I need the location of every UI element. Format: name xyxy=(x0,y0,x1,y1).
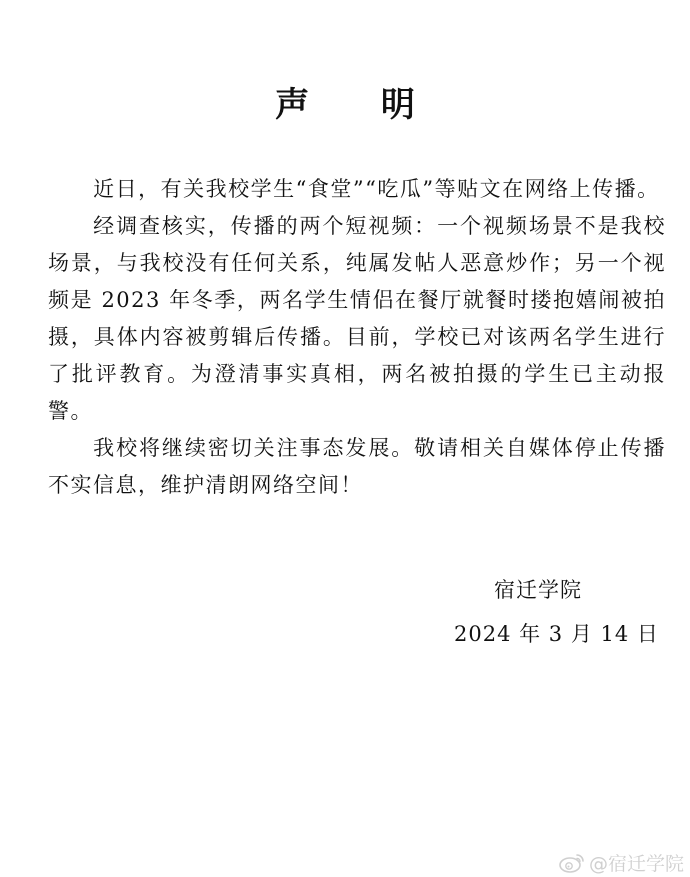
signature-organization: 宿迁学院 xyxy=(494,578,582,602)
statement-paragraph-2: 经调查核实，传播的两个短视频：一个视频场景不是我校场景，与我校没有任何关系，纯属发帖人恶意炒作；另一个视频是 2023 年冬季，两名学生情侣在餐厅就餐时搂抱嬉闹被拍摄，具体内容被剪辑后传播。目前，学校已对该两名学生进行了批评教育。为澄清事实真相，两名被拍摄的学生已主动报警。 xyxy=(48,214,666,423)
statement-paragraph-1: 近日，有关我校学生“食堂”“吃瓜”等贴文在网络上传播。 xyxy=(93,177,660,201)
statement-body xyxy=(48,171,666,504)
signature-date: 2024 年 3 月 14 日 xyxy=(454,622,659,646)
weibo-watermark xyxy=(559,849,684,875)
weibo-logo-icon xyxy=(559,851,585,873)
statement-paragraph-3: 我校将继续密切关注事态发展。敬请相关自媒体停止传播不实信息，维护清朗网络空间！ xyxy=(48,436,666,497)
statement-title: 声 明 xyxy=(275,85,445,125)
watermark-text: @宿迁学院 xyxy=(588,852,684,875)
